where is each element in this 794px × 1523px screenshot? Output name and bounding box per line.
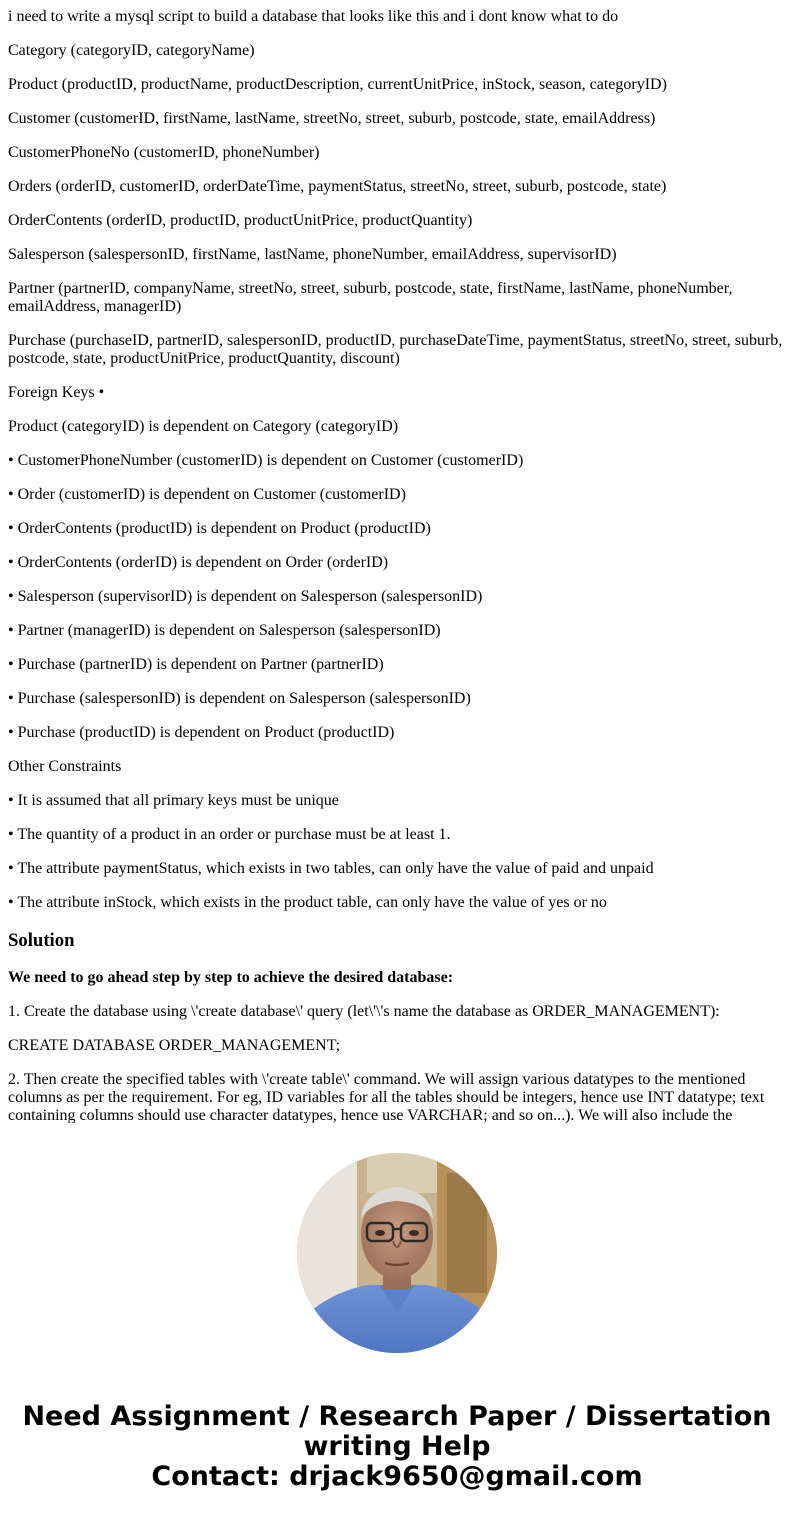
foreign-key-item: • Purchase (salespersonID) is dependent on Salesperson (salespersonID) [8,690,471,707]
constraints-heading: Other Constraints [8,758,122,775]
table-definition: Customer (customerID, firstName, lastName, streetNo, street, suburb, postcode, state, emailAddress) [8,110,656,127]
footer-banner [0,1402,794,1492]
footer-contact: Contact: drjack9650@gmail.com [151,1461,643,1492]
footer-line-1: Need Assignment / Research Paper / Dissertation [22,1401,772,1432]
solution-heading: Solution [8,930,75,951]
avatar-portrait [297,1153,497,1353]
table-definition: Product (productID, productName, productDescription, currentUnitPrice, inStock, season, categoryID) [8,76,667,93]
table-definition: OrderContents (orderID, productID, productUnitPrice, productQuantity) [8,212,473,229]
foreign-key-item: • Salesperson (supervisorID) is dependent on Salesperson (salespersonID) [8,588,483,605]
constraint-item: • The attribute paymentStatus, which exists in two tables, can only have the value of paid and unpaid [8,860,654,877]
foreign-key-item: Product (categoryID) is dependent on Category (categoryID) [8,418,399,435]
solution-sql: CREATE DATABASE ORDER_MANAGEMENT; [8,1037,341,1054]
avatar [297,1153,497,1353]
document-content [8,0,786,1123]
foreign-key-item: • Order (customerID) is dependent on Customer (customerID) [8,486,406,503]
footer-line-2: writing Help [303,1431,491,1462]
solution-step-1: 1. Create the database using \'create database\' query (let\'\'s name the database as ORDER_MANAGEMENT): [8,1003,720,1020]
constraint-item: • The attribute inStock, which exists in the product table, can only have the value of yes or no [8,894,607,911]
solution-lead: We need to go ahead step by step to achieve the desired database: [8,969,454,986]
constraint-item: • The quantity of a product in an order or purchase must be at least 1. [8,826,451,843]
table-definition: Partner (partnerID, companyName, streetNo, street, suburb, postcode, state, firstName, lastName, phoneNumber, emailAddress, managerID) [8,280,733,315]
constraint-item: • It is assumed that all primary keys must be unique [8,792,339,809]
solution-step-2: 2. Then create the specified tables with \'create table\' command. We will assign various datatypes to the mentioned columns as per the requirement. For eg, ID variables for all the tables should be integers, hence use INT datatype; text containing columns should use character datatypes, hence use VARCHAR; and so on...). We will also include the [8,1071,765,1123]
foreign-keys-heading: Foreign Keys • [8,384,105,401]
question-intro: i need to write a mysql script to build a database that looks like this and i dont know what to do [8,8,619,25]
foreign-key-item: • CustomerPhoneNumber (customerID) is dependent on Customer (customerID) [8,452,524,469]
foreign-key-item: • OrderContents (productID) is dependent on Product (productID) [8,520,431,537]
foreign-key-item: • OrderContents (orderID) is dependent on Order (orderID) [8,554,389,571]
foreign-key-item: • Partner (managerID) is dependent on Salesperson (salespersonID) [8,622,441,639]
foreign-key-item: • Purchase (productID) is dependent on Product (productID) [8,724,395,741]
table-definition: Salesperson (salespersonID, firstName, lastName, phoneNumber, emailAddress, supervisorID) [8,246,617,263]
foreign-key-item: • Purchase (partnerID) is dependent on Partner (partnerID) [8,656,384,673]
table-definition: Orders (orderID, customerID, orderDateTime, paymentStatus, streetNo, street, suburb, postcode, state) [8,178,667,195]
table-definition: Category (categoryID, categoryName) [8,42,255,59]
table-definition: Purchase (purchaseID, partnerID, salespersonID, productID, purchaseDateTime, paymentStatus, streetNo, street, suburb, postcode, state, productUnitPrice, productQuantity, discount) [8,332,783,367]
table-definition: CustomerPhoneNo (customerID, phoneNumber) [8,144,320,161]
